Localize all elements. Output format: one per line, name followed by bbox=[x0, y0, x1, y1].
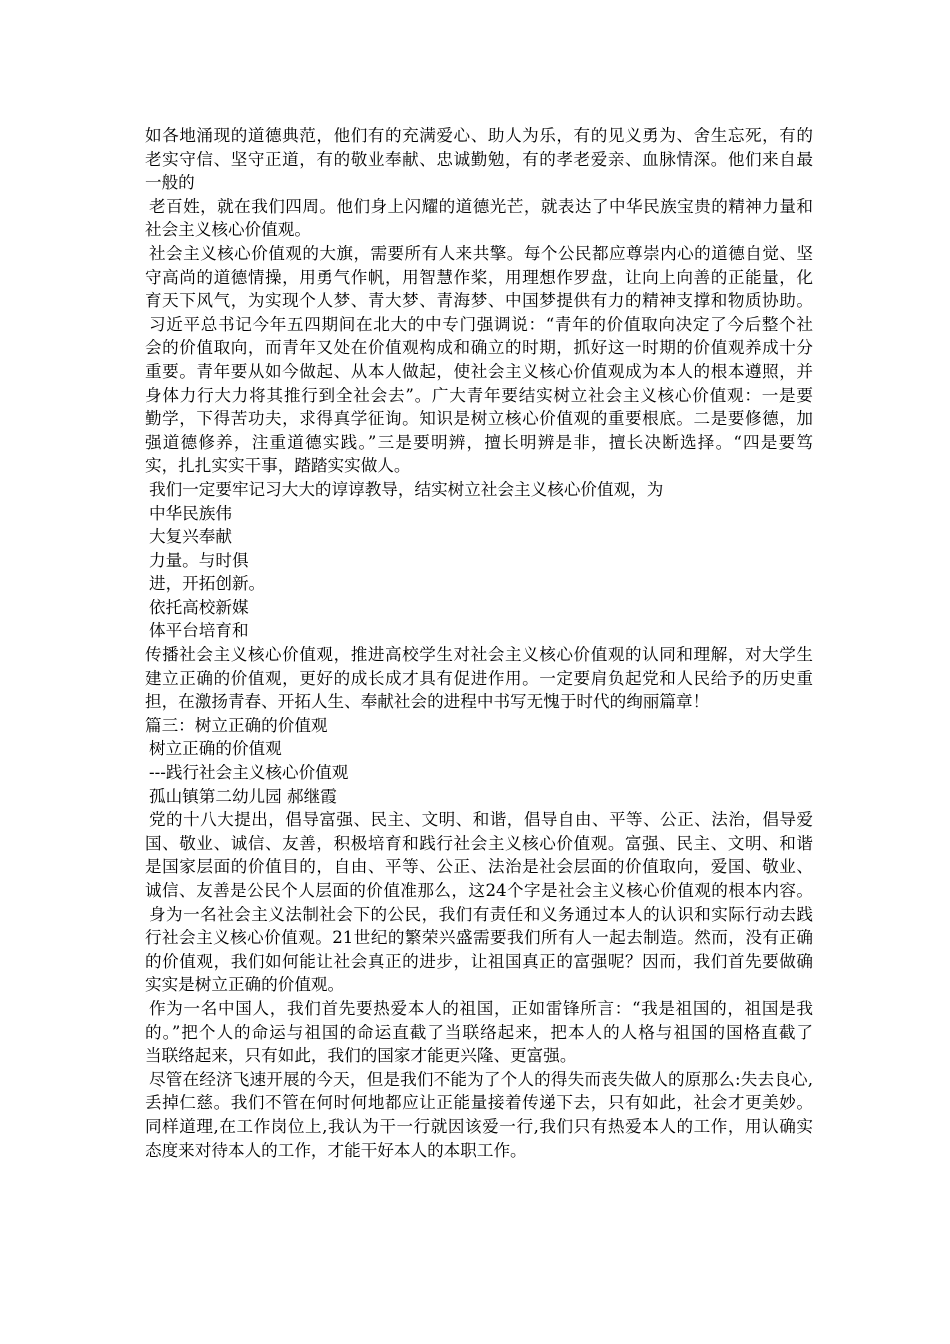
text-line: 社会主义核心价值观。 bbox=[145, 220, 311, 240]
text-line: 丢掉仁慈。我们不管在何时何地都应让正能量接着传递下去，只有如此，社会才更美妙。 bbox=[145, 1093, 813, 1113]
text-line: 大复兴奉献 bbox=[149, 527, 232, 547]
text-line: 国、敬业、诚信、友善，积极培育和践行社会主义核心价值观。富强、民主、文明、和谐 bbox=[145, 833, 813, 853]
text-line: 育天下风气，为实现个人梦、青大梦、青海梦、中国梦提供有力的精神支撑和物质协助。 bbox=[145, 291, 813, 311]
text-line: 实，扎扎实实干事，踏踏实实做人。 bbox=[145, 456, 411, 476]
text-line: 如各地涌现的道德典范，他们有的充满爱心、助人为乐，有的见义勇为、舍生忘死，有的 bbox=[145, 126, 813, 145]
text-line: 老实守信、坚守正道，有的敬业奉献、忠诚勤勉，有的孝老爱亲、血脉情深。他们来自最 bbox=[145, 149, 813, 169]
text-line: 树立正确的价值观 bbox=[149, 739, 282, 759]
document-body bbox=[145, 124, 813, 1162]
text-line: 行社会主义核心价值观。21世纪的繁荣兴盛需要我们所有人一起去制造。然而，没有正确 bbox=[145, 928, 813, 948]
text-line: 态度来对待本人的工作，才能干好本人的本职工作。 bbox=[145, 1140, 527, 1160]
text-line: 身体力行大力将其推行到全社会去”。广大青年要结实树立社会主义核心价值观：一是要 bbox=[145, 385, 813, 405]
text-line: 习近平总书记今年五四期间在北大的中专门强调说：“青年的价值取向决定了今后整个社 bbox=[149, 314, 813, 334]
text-line: 中华民族伟 bbox=[149, 503, 232, 523]
text-line: 孤山镇第二幼儿园 郝继霞 bbox=[149, 786, 337, 806]
text-line: 担，在激扬青春、开拓人生、奉献社会的进程中书写无愧于时代的绚丽篇章！ bbox=[145, 692, 710, 712]
text-line: 老百姓，就在我们四周。他们身上闪耀的道德光芒，就表达了中华民族宝贵的精神力量和 bbox=[149, 196, 813, 216]
text-line: 传播社会主义核心价值观，推进高校学生对社会主义核心价值观的认同和理解，对大学生 bbox=[145, 645, 813, 665]
text-line: 篇三：树立正确的价值观 bbox=[145, 715, 328, 735]
text-line: 我们一定要牢记习大大的谆谆教导，结实树立社会主义核心价值观，为 bbox=[149, 479, 664, 499]
text-line: 强道德修养，注重道德实践。”三是要明辨，擅长明辨是非，擅长决断选择。“四是要笃 bbox=[145, 432, 813, 452]
text-line: 诚信、友善是公民个人层面的价值准那么，这24个字是社会主义核心价值观的根本内容。 bbox=[145, 881, 813, 900]
text-line: 社会主义核心价值观的大旗，需要所有人来共擎。每个公民都应尊崇内心的道德自觉、坚 bbox=[149, 243, 813, 263]
text-line: 重要。青年要从如今做起、从本人做起，使社会主义核心价值观成为本人的根本遵照，并 bbox=[145, 361, 813, 381]
text-line: ---践行社会主义核心价值观 bbox=[149, 763, 349, 783]
text-line: 建立正确的价值观，更好的成长成才具有促进作用。一定要肩负起党和人民给予的历史重 bbox=[145, 668, 813, 688]
text-line: 实实是树立正确的价值观。 bbox=[145, 975, 345, 995]
text-line: 的价值观，我们如何能让社会真正的进步，让祖国真正的富强呢？因而，我们首先要做确 bbox=[145, 951, 813, 971]
text-line: 是国家层面的价值目的，自由、平等、公正、法治是社会层面的价值取向，爱国、敬业、 bbox=[145, 857, 813, 877]
text-line: 的。”把个人的命运与祖国的命运直截了当联络起来，把本人的人格与祖国的国格直截了 bbox=[145, 1022, 813, 1042]
text-line: 进，开拓创新。 bbox=[149, 574, 266, 594]
text-line: 同样道理,在工作岗位上,我认为干一行就因该爱一行,我们只有热爱本人的工作，用认确实 bbox=[145, 1116, 813, 1136]
text-line: 党的十八大提出，倡导富强、民主、文明、和谐，倡导自由、平等、公正、法治，倡导爱 bbox=[149, 810, 813, 830]
text-line: 会的价值取向，而青年又处在价值观构成和确立的时期，抓好这一时期的价值观养成十分 bbox=[145, 338, 813, 358]
text-line: 尽管在经济飞速开展的今天，但是我们不能为了个人的得失而丧失做人的原那么:失去良心, bbox=[149, 1069, 813, 1089]
text-line: 勤学，下得苦功夫，求得真学征询。知识是树立核心价值观的重要根底。二是要修德，加 bbox=[145, 409, 813, 429]
text-line: 依托高校新媒 bbox=[149, 597, 249, 617]
text-line: 身为一名社会主义法制社会下的公民，我们有责任和义务通过本人的认识和实际行动去践 bbox=[149, 904, 813, 924]
text-line: 体平台培育和 bbox=[149, 621, 249, 641]
text-line: 守高尚的道德情操，用勇气作帆，用智慧作桨，用理想作罗盘，让向上向善的正能量，化 bbox=[145, 267, 813, 287]
text-line: 一般的 bbox=[145, 173, 195, 193]
text-line: 作为一名中国人，我们首先要热爱本人的祖国，正如雷锋所言：“我是祖国的，祖国是我 bbox=[149, 998, 813, 1018]
text-line: 当联络起来，只有如此，我们的国家才能更兴隆、更富强。 bbox=[145, 1046, 577, 1066]
text-line: 力量。与时俱 bbox=[149, 550, 249, 570]
